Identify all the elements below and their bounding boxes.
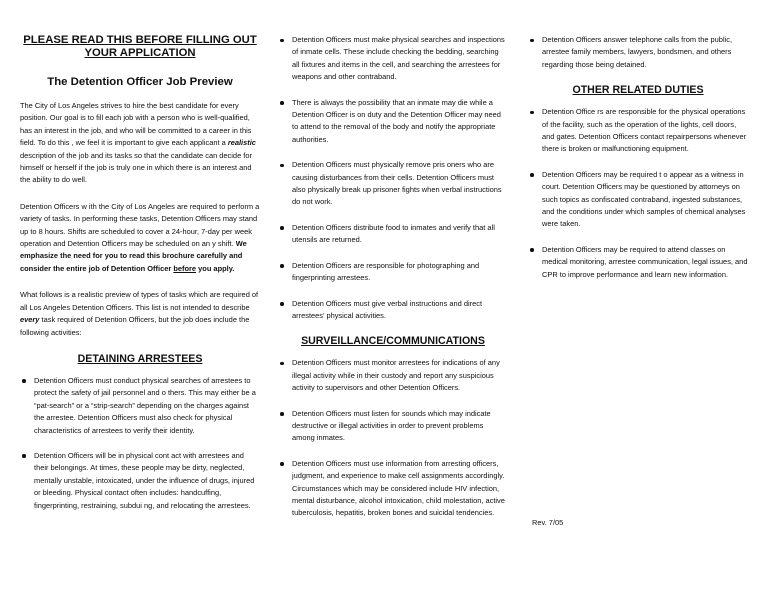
bullet-dot-icon [280, 462, 284, 466]
section-heading-other-duties: OTHER RELATED DUTIES [572, 84, 704, 97]
bullet-text: Detention Officers must conduct physical searches of arrestees to protect the safety of jail personnel and o thers. This may either be a “pat-search” or a “strip-search” depending on the charges against the arrestee. Detention Officers must also check for physical characteristics of arrestees to verify their identity. [34, 375, 256, 435]
bullet-item [528, 106, 748, 156]
bullet-item [278, 357, 508, 394]
requirements-end: you apply. [198, 263, 235, 273]
bullet-item [278, 408, 508, 445]
page-title: The Detention Officer Job Preview [47, 76, 233, 88]
requirements-paragraph [20, 201, 260, 275]
bullet-text: Detention Officers answer telephone calls from the public, arrestee family members, lawyers, bondsmen, and others regarding those being detained. [542, 35, 733, 69]
bullet-dot-icon [22, 454, 26, 458]
section-heading-surveillance: SURVEILLANCE/COMMUNICATIONS [301, 335, 485, 348]
bullet-item [278, 260, 508, 285]
bullet-text: Detention Officers must physically remove pris oners who are causing disturbances from their cells. Detention Officers must also physically break up prisoner fights when verbal instructions do not work. [292, 160, 502, 207]
requirements-before: before [173, 263, 197, 273]
bullet-dot-icon [280, 412, 284, 416]
bullet-dot-icon [530, 173, 534, 177]
bullet-item [528, 169, 748, 231]
detaining-bullet-list [20, 375, 260, 512]
bullet-text: Detention Officers must make physical searches and inspections of inmate cells. These include checking the bedding, searching all fixtures and items in the cell, and searching the arrestees for weapons and other contraband. [292, 35, 505, 82]
bullet-text: Detention Officers may be required to attend classes on medical monitoring, arrestee communication, legal issues, and CPR to improve performance and learn new information. [542, 244, 748, 279]
bullet-dot-icon [530, 39, 534, 43]
bullet-item [278, 458, 508, 520]
intro-emphasis: realistic [227, 138, 256, 148]
bullet-dot-icon [530, 248, 534, 252]
column-left [20, 34, 260, 525]
bullet-item [20, 450, 260, 512]
bullet-dot-icon [530, 111, 534, 115]
preview-text: What follows is a realistic preview of types of tasks which are required of all Los Angeles Detention Officers. This list is not intended to describe [20, 290, 259, 312]
bullet-item [278, 34, 508, 84]
intro-text: The City of Los Angeles strives to hire the best candidate for every position. Our goal is to fill each job with a person who is well-qualified, has an interest in the job, and who will be committed to a career in this field. To do this , we feel it is important to give each applicant a [20, 101, 252, 148]
bullet-text: Detention Officers must listen for sounds which may indicate destructive or illegal activities in order to prevent problems among inmates. [292, 408, 491, 443]
bullet-dot-icon [280, 39, 284, 43]
section-heading-detaining: DETAINING ARRESTEES [77, 352, 203, 365]
surveillance-bullet-list [278, 357, 508, 519]
bullet-dot-icon [280, 264, 284, 268]
bullet-dot-icon [280, 302, 284, 306]
preview-paragraph [20, 289, 260, 339]
bullet-item [278, 222, 508, 247]
bullet-item [528, 34, 748, 71]
bullet-dot-icon [280, 226, 284, 230]
requirements-emphasis: We emphasize the need for you to read this brochure carefully and consider the entire job of Detention Officer [20, 239, 247, 273]
bullet-text: There is always the possibility that an inmate may die while a Detention Officer is on duty and the Detention Officer may need to attend to the removal of the body and notify the appropriate authorities. [292, 97, 501, 144]
preview-text-end: task required of Detention Officers, but the job does include the following activities: [20, 315, 250, 337]
bullet-text: Detention Officers must monitor arrestees for indications of any illegal activity while in their custody and report any suspicious activity to supervisors and other Detention Officers. [292, 358, 500, 393]
preview-emphasis: every [20, 315, 40, 325]
bullet-dot-icon [22, 379, 26, 383]
bullet-text: Detention Officers may be required t o appear as a witness in court. Detention Officers may be questioned by attorneys on such topics as confiscated contraband, ingested substances, and the conditions under which samples of chemical analyses were taken. [542, 169, 746, 229]
intro-text-end: description of the job and its tasks so that the candidate can decide for himself or herself if the job is truly one in which there is an interest and the ability to do well. [20, 150, 252, 185]
requirements-text: Detention Officers w ith the City of Los Angeles are required to perform a variety of tasks. In performing these tasks, Detention Officers may stand up to 8 hours. Shifts are scheduled to cover a 24-hour, 7-day per week operation and Detention Officers may be scheduled on an y shift. [20, 201, 260, 249]
bullet-text: Detention Officers will be in physical cont act with arrestees and their belongings. At times, these people may be dirty, neglected, mentally unstable, intoxicated, under the influence of drugs, injured or bleeding. Physical contact often includes: handcuffing, fingerprinting, restraining, subdui ng, and relocating the arrestees. [34, 450, 255, 510]
column-middle [278, 34, 508, 533]
read-before-applying-warning: PLEASE READ THIS BEFORE FILLING OUT YOUR APPLICATION [23, 34, 257, 59]
other-duties-bullet-list [528, 106, 748, 281]
bullet-dot-icon [280, 101, 284, 105]
revision-date: Rev. 7/05 [532, 518, 564, 527]
telephone-bullet-list [528, 34, 748, 71]
bullet-dot-icon [280, 362, 284, 366]
bullet-text: Detention Officers must give verbal instructions and direct arrestees’ physical activities. [292, 298, 483, 320]
bullet-text: Detention Officers must use information from arresting officers, judgment, and experience to make cell assignments accordingly. Circumstances which may be considered include HIV infection, mental disturbance, alcohol intoxication, child molestation, active tuberculosis, hepatitis, broken bones and suicidal tendencies. [292, 458, 505, 518]
bullet-text: Detention Officers distribute food to inmates and verify that all utensils are returned. [292, 222, 495, 245]
bullet-item [278, 298, 508, 323]
bullet-item [278, 97, 508, 147]
bullet-dot-icon [280, 164, 284, 168]
bullet-item [278, 159, 508, 209]
intro-paragraph [20, 100, 260, 187]
column-right [528, 34, 748, 294]
duties-bullet-list [278, 34, 508, 322]
bullet-item [20, 375, 260, 437]
bullet-item [528, 244, 748, 281]
bullet-text: Detention Officers are responsible for photographing and fingerprinting arrestees. [292, 260, 480, 283]
bullet-text: Detention Office rs are responsible for the physical operations of the facility, such as the operation of the lights, cell doors, and gates. Detention Officers contact repairpersons whenever there is broken or malfunctioning equipment. [542, 107, 747, 154]
